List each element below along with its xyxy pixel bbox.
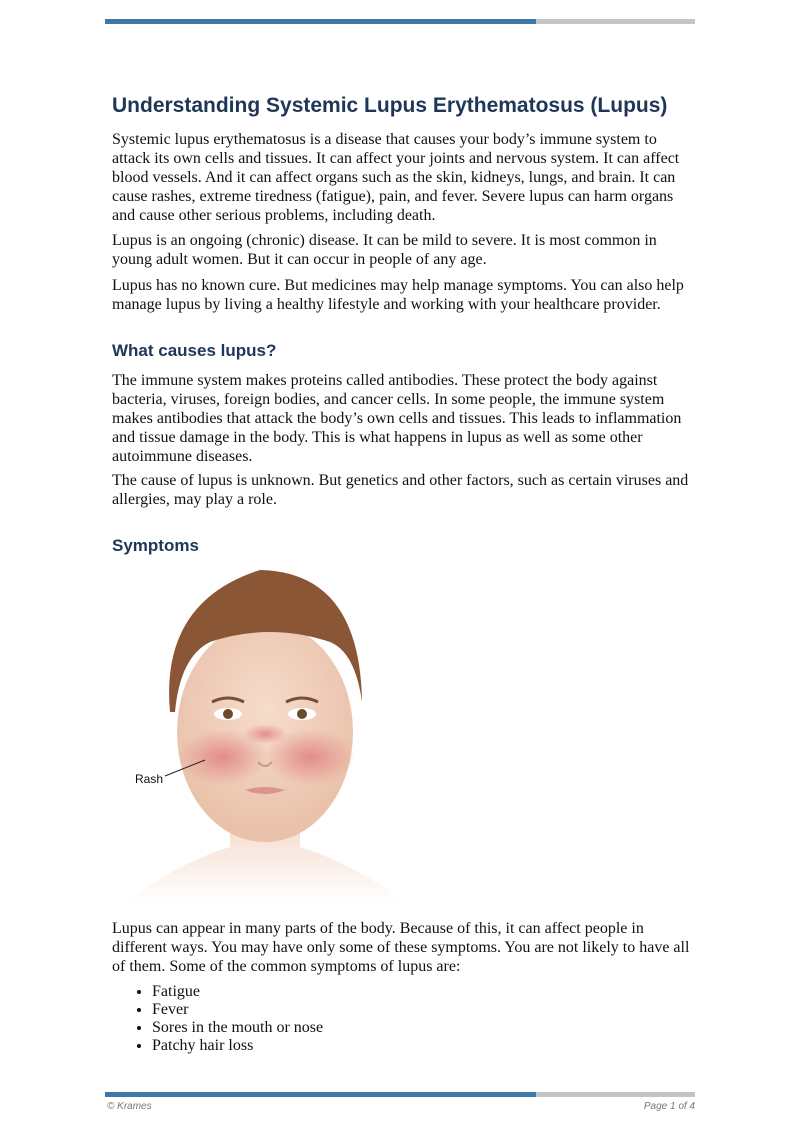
header-progress-bar [105, 19, 695, 24]
rash-label: Rash [135, 772, 164, 786]
list-item: • Sores in the mouth or nose [152, 1019, 732, 1037]
symptoms-paragraph: Lupus can appear in many parts of the body. Because of this, it can affect people in different ways. You may have only some of these symptoms. You are not likely to have all of them. Some of the common symptoms of lupus are: [112, 920, 690, 975]
list-item: • Patchy hair loss [152, 1037, 732, 1055]
intro-paragraph: Lupus is an ongoing (chronic) disease. It can be mild to severe. It is most common in young adult women. But it can occur in people of any age. [112, 232, 657, 268]
section-heading-symptoms: Symptoms [112, 536, 199, 555]
progress-fill [105, 19, 536, 24]
footer-page-number: Page 1 of 4 [643, 1101, 695, 1112]
causes-paragraph: The cause of lupus is unknown. But genetics and other factors, such as certain viruses and allergies, may play a role. [112, 472, 689, 508]
intro-paragraph: Systemic lupus erythematosus is a disease that causes your body’s immune system to attack its own cells and tissues. It can affect your joints and nervous system. It can affect blood vessels. And it can affect organs such as the skin, kidneys, lungs, and brain. It can cause rashes, extreme tiredness (fatigue), pain, and fever. Severe lupus can harm organs and cause other serious problems, including death. [112, 131, 680, 224]
section-heading-causes: What causes lupus? [112, 341, 277, 360]
intro-paragraph: Lupus has no known cure. But medicines may help manage symptoms. You can also help manage lupus by living a healthy lifestyle and working with your healthcare provider. [112, 277, 684, 313]
page-title: Understanding Systemic Lupus Erythematosus (Lupus) [112, 94, 668, 117]
list-item: • Fatigue [152, 983, 732, 1001]
causes-paragraph: The immune system makes proteins called antibodies. These protect the body against bacteria, viruses, foreign bodies, and cancer cells. In some people, the immune system makes antibodies that attack the body’s own cells and tissues. This leads to inflammation and tissue damage in the body. This is what happens in lupus as well as some other autoimmune diseases. [112, 372, 682, 465]
lupus-rash-illustration [120, 562, 410, 907]
progress-fill [105, 1092, 536, 1097]
symptoms-list [112, 983, 732, 1055]
footer-copyright: © Krames [107, 1101, 152, 1112]
footer-progress-bar [105, 1092, 695, 1097]
list-item: • Fever [152, 1001, 732, 1019]
